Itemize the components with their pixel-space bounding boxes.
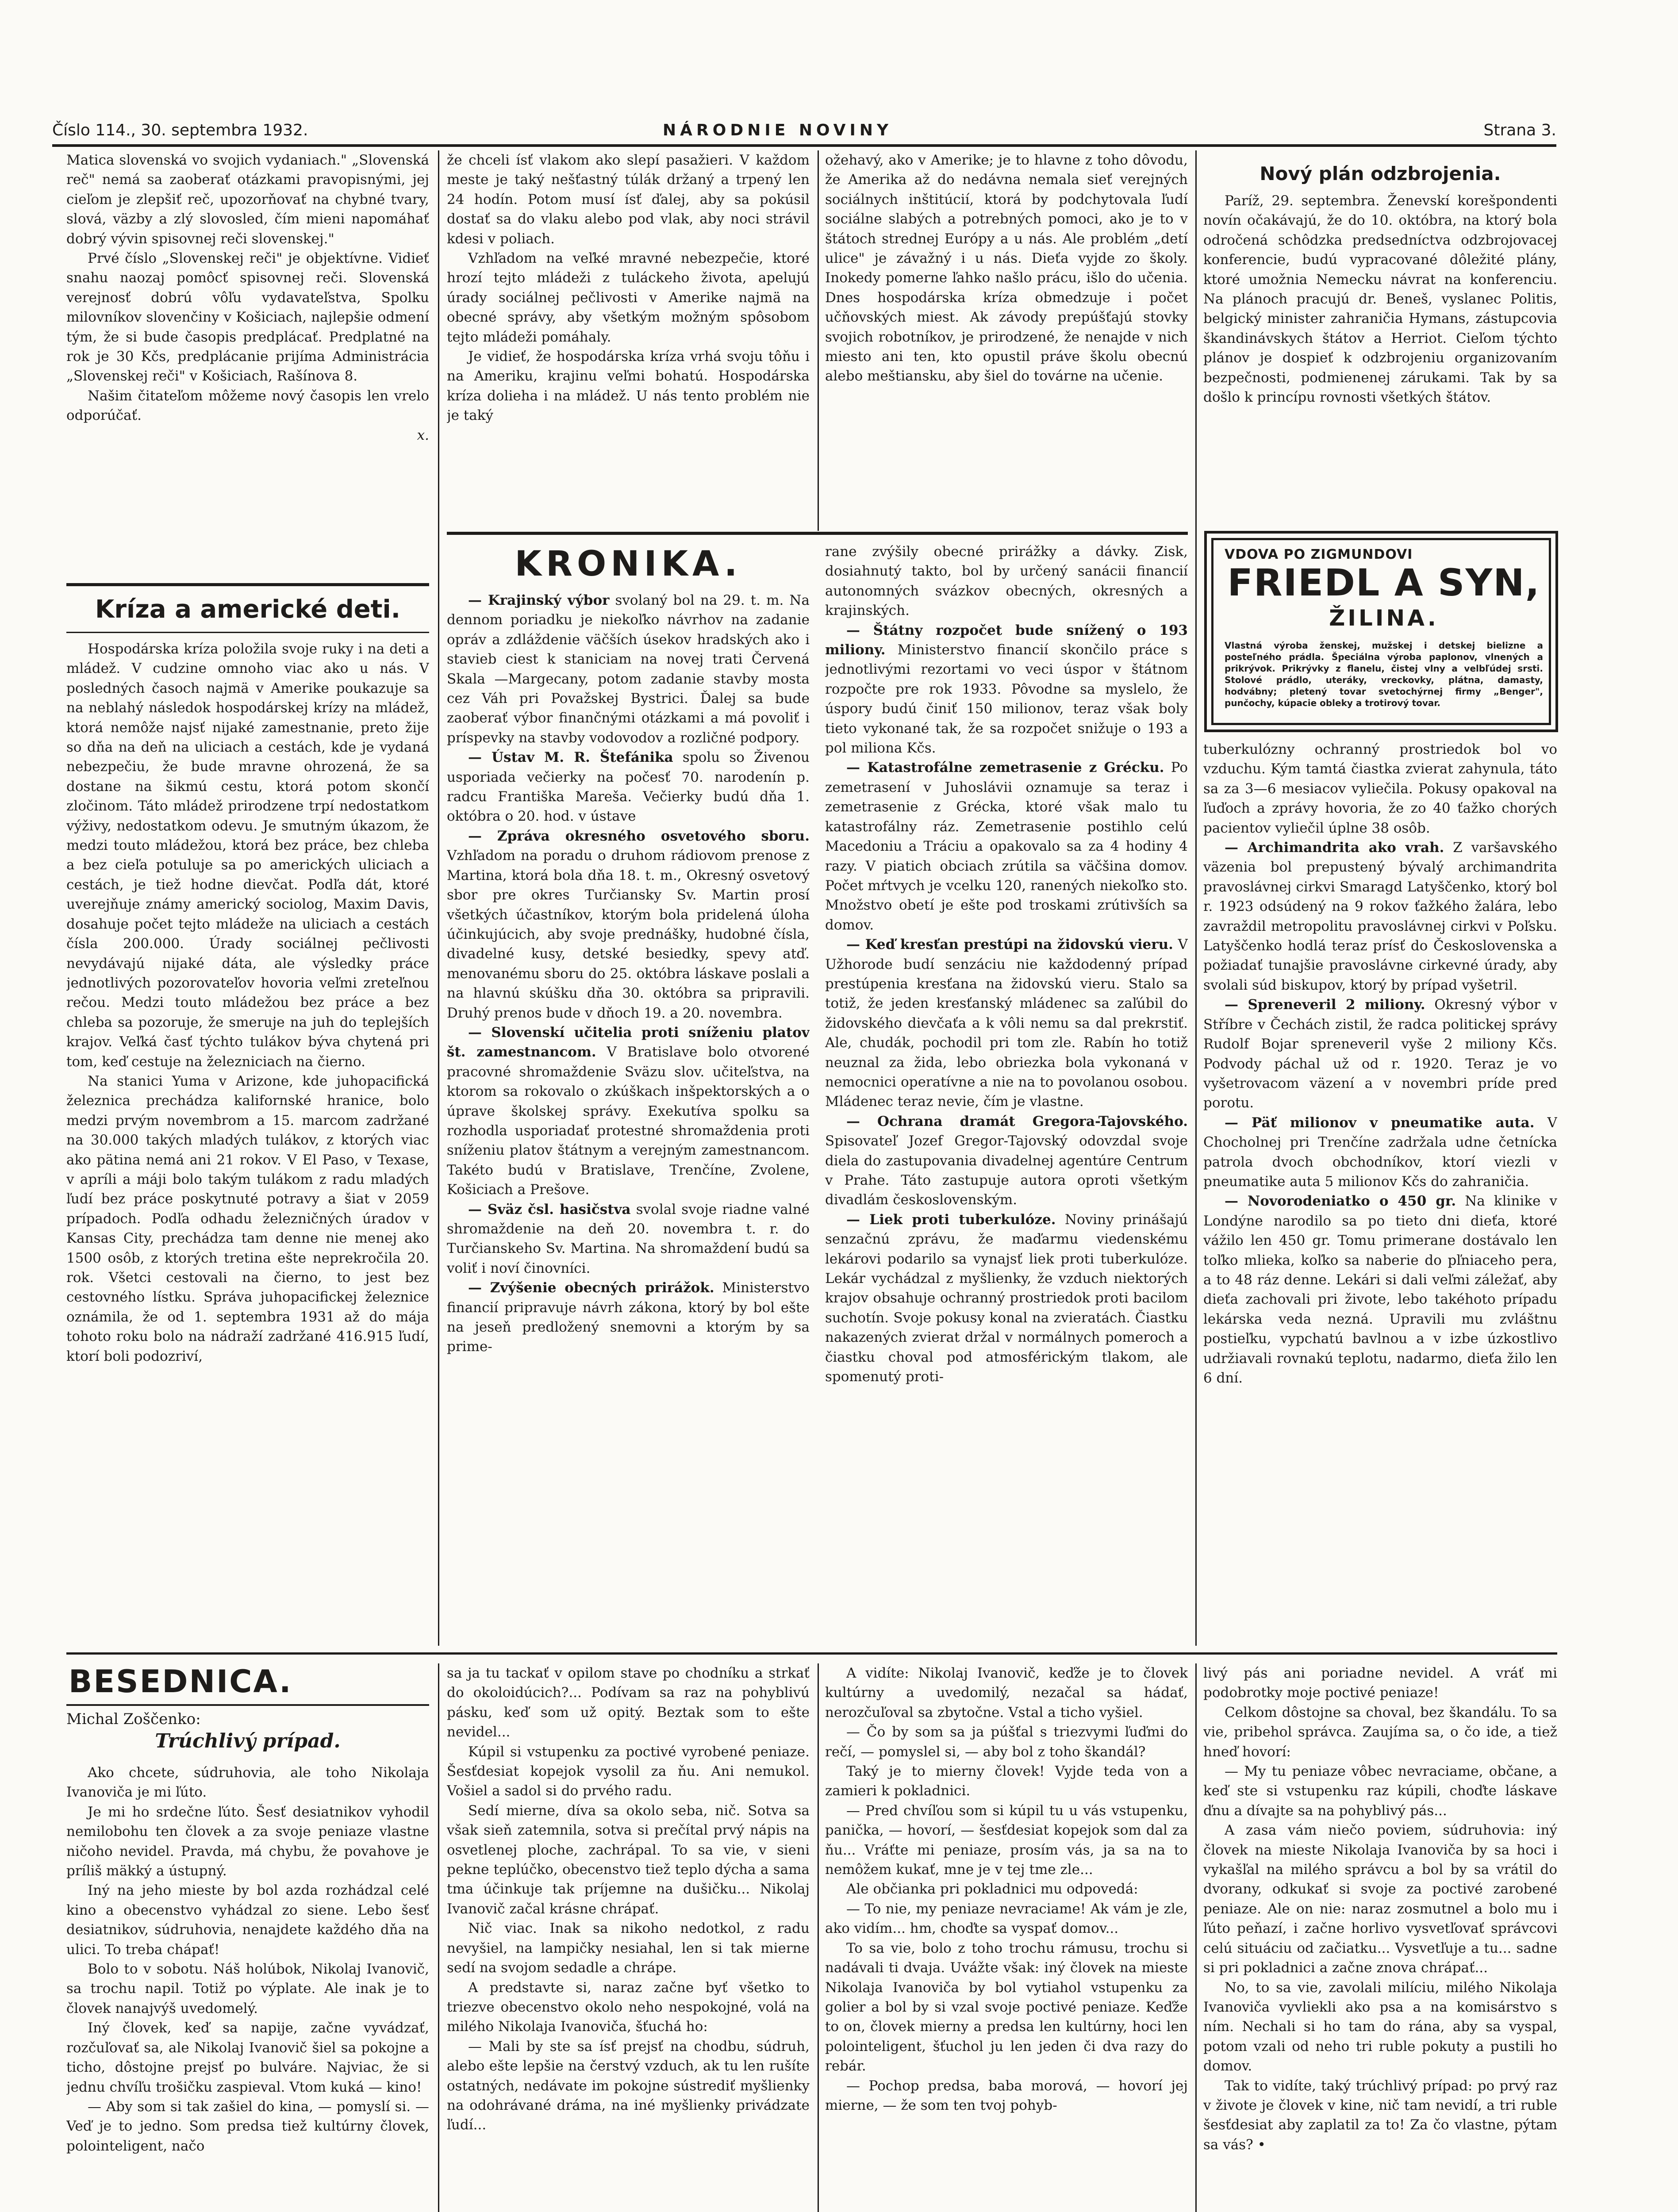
ad-city: ŽILINA.	[1329, 605, 1439, 631]
besednica-column-2	[447, 1663, 810, 2212]
column-rule	[1195, 1663, 1197, 2212]
paragraph: ožehavý, ako v Amerike; je to hlavne z toho dôvodu, že Amerika až do nedávna nemala sieť verejných sociálnych inštitúcií, ktorá by podchytovala ľudí sociálne slabých a potrebných pomoci, ako je to v štátoch strednej Európy a u nás. Ale problém „detí ulice" je závažný i u nás. Dieťa vyjde zo školy. Inokedy pomerne ľahko našlo prácu, išlo do učenia. Dnes hospodárska kríza obmedzuje i počet učňovských miest. Ak závody prepúšťajú stovky svojich robotníkov, je prirodzené, že nenajde v nich miesto ani ten, kto opustil práve školu obecnú alebo meštiansku, aby šiel do továrne na učenie.	[825, 152, 1188, 384]
news-item: — Sväz čsl. hasičstva svolal svoje riadne valné shromaždenie na deň 20. novembra t. r. do Turčianskeho Sv. Martina. Na shromaždení budú sa voliť i noví činovníci.	[447, 1201, 810, 1276]
besednica-title: BESEDNICA.	[69, 1663, 292, 1700]
kriza-article	[66, 639, 429, 1650]
paragraph: Kúpil si vstupenku za poctivé vyrobené peniaze. Šesťdesiat kopejok vysolil za ňu. Ani nemukol. Vošiel a sadol si do prvého radu.	[447, 1743, 810, 1799]
news-item: — Krajinský výbor svolaný bol na 29. t. m. Na dennom poriadku je niekoľko návrhov na zadanie opráv a zdláždenie väčších úsekov hradských ako i stavieb ciest k staniciam na novej trati Červená Skala —Margecany, potom zadanie stavby mosta cez Váh pri Považskej Bystrici. Ďalej sa bude zaoberať výbor finančnými otázkami a má povoliť i príspevky na stavby vodovodov a rozličné podpory.	[447, 592, 810, 746]
paragraph: No, to sa vie, zavolali milíciu, milého Nikolaja Ivanoviča vyvliekli ako psa a na komisárstvo s ním. Nechali si ho tam do rána, aby sa vyspal, potom vzali od neho tri ruble pokuty a pustili ho domov.	[1203, 1979, 1557, 2074]
paragraph: Bolo to v sobotu. Náš holúbok, Nikolaj Ivanovič, sa trochu napil. Totiž po výplate. Ale inak je to človek nanajvýš uvedomelý.	[66, 1961, 429, 2016]
friedl-advertisement	[1204, 531, 1558, 732]
column-rule	[818, 1663, 819, 2212]
paragraph: A predstavte si, naraz začne byť všetko to triezve obecenstvo okolo neho nespokojné, volá na milého Nikolaja Ivanoviča, šťuchá ho:	[447, 1979, 810, 2035]
paragraph: — Pred chvíľou som si kúpil tu u vás vstupenku, panička, — hovorí, — šesťdesiat kopejok som dal za ňu... Vráťte mi peniaze, prosím vás, ja sa na to nemôžem kukať, mne je v tej tme zle...	[825, 1802, 1188, 1878]
kriza-top-rule	[66, 583, 429, 586]
kronika-column-3	[1203, 740, 1557, 1647]
paragraph: Tak to vidíte, taký trúchlivý prípad: po prvý raz v živote je človek v kine, nič tam nevidí, a tri ruble šesťdesiat aby zaplatil za to! Za čo vlastne, pýtam sa vás? •	[1203, 2078, 1557, 2153]
news-item: — Päť milionov v pneumatike auta. V Chocholnej pri Trenčíne zadržala udne četnícka patrola dvoch obchodníkov, ktorí viezli v pneumatike auta 5 milionov Kčs do zahraničia.	[1203, 1114, 1557, 1190]
paragraph: — Pochop predsa, baba morová, — hovorí jej mierne, — že som ten tvoj pohyb-	[825, 2078, 1188, 2113]
header-rule	[52, 144, 1556, 147]
news-item: — Zpráva okresného osvetového sboru. Vzhľadom na poradu o druhom rádiovom prenose z Martina, ktorá bola dňa 18. t. m., Okresný osvetový sbor pre okres Turčiansky Sv. Martin prosí všetkých účastníkov, ktorým bola pridelená úloha účinkujúcich, aby svoje prednášky, hudobné čísla, divadelné kusy, detské besiedky, spevy atď. menovanému sboru do 25. októbra láskave poslali a na hlavnú skúšku dňa 30. októbra sa pripravili. Druhý prenos bude v dňoch 19. a 20. novembra.	[447, 828, 810, 1021]
besednica-column-4	[1203, 1663, 1557, 2212]
paragraph: Vzhľadom na veľké mravné nebezpečie, ktoré hrozí tejto mládeži z tuláckeho života, apelujú úrady sociálnej pečlivosti v Amerike najmä na obecné správy, aby všetkým možným spôsobom tejto mládeži pomáhaly.	[447, 250, 810, 345]
running-header	[52, 119, 1556, 145]
ad-company-name: FRIEDL A SYN,	[1227, 561, 1540, 604]
column-rule	[438, 1663, 439, 2212]
paragraph: Je mi ho srdečne ľúto. Šesť desiatnikov vyhodil nemilobohu ten človek a za svoje peniaze vlastne ničoho nevidel. Pravda, má chybu, že povahove je príliš mäkký a ústupný.	[66, 1804, 429, 1879]
column-rule	[1195, 150, 1197, 1646]
news-item: — Keď kresťan prestúpi na židovskú vieru. V Užhorode budí senzáciu nie každodenný prípad prestúpenia kresťana na židovskú vieru. Stalo sa totiž, že jeden kresťanský mládenec sa zaľúbil do židovského dievčaťa a k vôli nemu sa dal prekrstiť. Ale, chudák, pochodil pri tom zle. Rabín ho totiž neuznal za žida, lebo obriezka bola vykonaná v nemocnici operatívne a nie na to povolanou osobou. Mládenec teraz nevie, čím je vlastne.	[825, 937, 1188, 1110]
besednica-story-title: Trúchlivý prípad.	[155, 1730, 341, 1752]
paragraph: A zasa vám niečo poviem, súdruhovia: iný človek na mieste Nikolaja Ivanoviča by sa hoci i vykašľal na milého správcu a bol by sa vrátil do dvorany, odkukať si svoje za poctivé zarobené peniaze. Ale on nie: naraz zosmutnel a bolo mu i ľúto peňazí, i začne horlivo vysvetľovať správcovi celú situáciu od začiatku... Vysvetľuje a tu... sadne si pri pokladnici a začne znova chrápať...	[1203, 1822, 1557, 1976]
kronika-title: KRONIKA.	[515, 544, 742, 584]
news-item: rane zvýšily obecné prirážky a dávky. Zisk, dosiahnutý takto, bol by určený sanácii financií autonomných svázkov obecných, okresných a krajinských.	[825, 544, 1188, 619]
paragraph: Sedí mierne, díva sa okolo seba, nič. Sotva sa však sieň zatemnila, sotva si prečítal prvý nápis na osvetlenej ploche, zachrápal. To sa vie, v sieni pekne teplúčko, obecenstvo tiež teplo dýcha a sama tma účinkuje tak príjemne na dušičku... Nikolaj Ivanovič začal krásne chrápať.	[447, 1802, 810, 1917]
besednica-title-rule	[66, 1704, 429, 1706]
signature: x.	[417, 427, 429, 443]
ad-company-line: VDOVA PO ZIGMUNDOVI	[1225, 547, 1413, 562]
news-item: tuberkulózny ochranný prostriedok bol vo vzduchu. Kým tamtá čiastka zvierat zahynula, táto sa za 3—6 mesiacov vyliečila. Pokusy opakoval na ľuďoch a zprávy hovoria, že zo 40 ťažko chorých pacientov vyliečil úplne 38 osôb.	[1203, 741, 1557, 836]
paragraph: Na stanici Yuma v Arizone, kde juhopacifická železnica prechádza kalifornské hranice, bolo medzi prvým novembrom a 15. marcom zadržané na 30.000 takých mladých tulákov, z ktorých viac ako pätina nemá ani 21 rokov. V El Paso, v Texase, v apríli a máji bolo takým tulákom z radu mladých ľudí bez práce poskytnuté potravy a šiat v 2059 prípadoch. Podľa odhadu železničných úradov v Kansas City, prechádza tam denne nie menej ako 1500 osôb, z ktorých tretina ešte neprekročila 20. rok. Všetci cestovali na čierno, to jest bez cestovného lístku. Správa juhopacifickej železnice oznámila, že od 1. septembra 1931 až do mája tohoto roku bolo na nádraží zadržané 416.915 ľudí, ktorí boli podozriví,	[66, 1073, 429, 1364]
paragraph: že chceli ísť vlakom ako slepí pasažieri. V každom meste je taký nešťastný túlák držaný a trpený len 24 hodín. Potom musí ísť ďalej, aby sa pokúsil dostať sa do vlaku alebo pod vlak, aby noci strávil kdesi v poliach.	[447, 152, 810, 247]
paragraph: Taký je to mierny človek! Vyjde teda von a zamieri k pokladnici.	[825, 1763, 1188, 1799]
news-item: — Štátny rozpočet bude snížený o 193 miliony. Ministerstvo financií skončilo práce s jednotlivými rezortami vo veci úspor v štátnom rozpočte pre rok 1933. Pôvodne sa myslelo, že úspory budú činiť 150 milionov, teraz však boly tieto vykonané tak, že sa rozpočet snižuje o 193 a pol miliona Kčs.	[825, 622, 1188, 757]
besednica-column-1	[66, 1763, 429, 2212]
paragraph: Ako chcete, súdruhovia, ale toho Nikolaja Ivanoviča je mi ľúto.	[66, 1765, 429, 1801]
besednica-author: Michal Zoščenko:	[66, 1710, 201, 1728]
paragraph: — Mali by ste sa ísť prejsť na chodbu, súdruh, alebo ešte lepšie na čerstvý vzduch, ak tu len rušíte ostatných, nedávate im pokojne sústrediť myšlienky na odohrávané dráma, na iné myšlienky privádzate ľudí...	[447, 2038, 810, 2133]
news-item: — Archimandrita ako vrah. Z varšavského väzenia bol prepustený bývalý archimandrita pravoslávnej cirkvi Smaragd Latyščenko, ktorý bol r. 1923 odsúdený na 9 rokov ťažkého žalára, lebo zavraždil metropolitu pravoslávnej cirkvi v Poľsku. Latyščenko hodlá teraz prísť do Československa a požiadať tunajšie pravoslávne cirkevné úrady, aby svolali súd biskupov, ktorý by prípad vyšetril.	[1203, 840, 1557, 993]
paragraph: Nič viac. Inak sa nikoho nedotkol, z radu nevyšiel, na lampičky nesiahal, len si tak mierne sedí na svojom sedadle a chrápe.	[447, 1920, 810, 1976]
paragraph: Je vidieť, že hospodárska kríza vrhá svoju tôňu i na Ameriku, krajinu veľmi bohatú. Hospodárska kríza dolieha i na mládež. U nás tento problém nie je taký	[447, 349, 810, 424]
ad-text: Vlastná výroba ženskej, mužskej i detskej bielizne a posteľného prádla. Špeciálna výroba paplonov, vlnených a prikrývok. Prikrývky z flanelu, čistej vlny a velbľúdej srsti. Stolové prádlo, uteráky, vreckovky, plátna, damasty, hodvábny; pletený tovar svetochýrnej firmy „Benger", punčochy, kúpacie obleky a trotirový tovar.	[1225, 640, 1543, 708]
news-item: — Ústav M. R. Štefánika spolu so Živenou usporiada večierky na počesť 70. narodenín p. radcu Františka Mareša. Večierky budú dňa 1. októbra o 20. hod. v ústave	[447, 749, 810, 825]
paragraph: Hospodárska kríza položila svoje ruky i na deti a mládež. V cudzine omnoho viac ako u nás. V posledných časoch najmä v Amerike poukazuje sa na neblahý následok hospodárskej krízy na mládež, ktorá nemôže najsť nijaké zamestnanie, preto žije so dňa na deň na uliciach a cestách, kde je vydaná nebezpečiu, že bude mravne ohrozená, že sa dostane na šikmú cestu, ktorá potom skončí zločinom. Táto mládež prirodzene trpí nedostatkom výživy, nedostatkom odevu. Je smutným úkazom, že medzi touto mládežou, ktorá bez práce, bez chleba a bez cieľa potuluje sa po amerických uliciach a cestách, je tiež hodne dievčat. Podľa dát, ktoré uverejňuje známy americký sociolog, Maxim Davis, dosahuje počet tejto mládeže na uliciach a cestách čísla 200.000. Úrady sociálnej pečlivosti nevydávajú nijaké dáta, ale výsledky práce jednotlivých pozorovateľov hovoria veľmi zreteľnou rečou. Medzi touto mládežou bez práce a bez chleba sa pozoruje, že smeruje na juh do teplejších krajov. Veľká časť týchto tulákov býva chytená pri tom, keď cestuje na železniciach na čierno.	[66, 641, 429, 1070]
page-number: Strana 3.	[1483, 121, 1556, 139]
paragraph: Ale občianka pri pokladnici mu odpovedá:	[846, 1881, 1138, 1897]
news-item: — Slovenskí učitelia proti sníženiu platov št. zamestnancom. V Bratislave bolo otvorené pracovné shromaždenie Sväzu slov. učiteľstva, na ktorom sa rokovalo o zkúškach inšpektorských a o úprave školskej správy. Exekutíva spolku sa rozhodla usporiadať protestné shromaždenia proti sníženiu platov štátnym a verejným zamestnancom. Takéto budú v Bratislave, Trenčíne, Zvolene, Košiciach a Prešove.	[447, 1024, 810, 1198]
top-column-3	[825, 150, 1188, 526]
besednica-top-rule	[66, 1652, 1557, 1655]
matica-article	[66, 150, 429, 564]
paragraph: Prvé číslo „Slovenskej reči" je objektívne. Vidieť snahu naozaj pomôcť spisovnej reči. Slovenská verejnosť dobrú vôľu vydavateľstva, Spolku milovníkov slovenčiny v Košiciach, najlepšie odmení tým, že si bude časopis predplácať. Predplatné na rok je 30 Kčs, predplácanie prijíma Administrácia „Slovenskej reči" v Košiciach, Rašínova 8.	[66, 250, 429, 384]
news-item: — Novorodeniatko o 450 gr. Na klinike v Londýne narodilo sa po tieto dni dieťa, ktoré vážilo len 450 gr. Tomu primerane dostávalo len toľko mlieka, koľko sa naberie do pľniaceho pera, a to 48 ráz denne. Lekári si dali veľmi záležať, aby dieťa zachovali pri živote, lebo takéhoto prípadu lekárska veda nezná. Upravili mu zvláštnu postieľku, vypchatú bavlnou a v izbe úzkostlivo udržiavali rovnakú teplotu, nadarmo, dieťa žilo len 6 dní.	[1203, 1193, 1557, 1386]
news-item: — Ochrana dramát Gregora-Tajovského. Spisovateľ Jozef Gregor-Tajovský odovzdal svoje diela do zastupovania divadelnej agentúre Centrum v Prahe. Táto zastupuje autora oproti všetkým divadlám československým.	[825, 1113, 1188, 1208]
paragraph: Iný človek, keď sa napije, začne vyvádzať, rozčuľovať sa, ale Nikolaj Ivanovič šiel sa pokojne a ticho, dôstojne prejsť po bulváre. Najviac, že si jednu chvíľu trošičku zaspieval. Vtom kuká — kino!	[66, 2020, 429, 2095]
paragraph: Iný na jeho mieste by bol azda rozhádzal celé kino a obecenstvo vyhádzal zo siene. Lebo šesť desiatnikov, súdruhovia, nenajdete každého dňa na ulici. To treba chápať!	[66, 1882, 429, 1958]
paragraph: Celkom dôstojne sa choval, bez škandálu. To sa vie, pribehol správca. Zaujíma sa, o čo ide, a tiež hneď hovorí:	[1203, 1704, 1557, 1760]
column-rule	[818, 150, 819, 531]
paragraph: livý pás ani poriadne nevidel. A vráť mi podobrotky moje poctivé peniaze!	[1203, 1665, 1557, 1701]
disarmament-title: Nový plán odzbrojenia.	[1259, 163, 1501, 184]
news-item: — Zvýšenie obecných prirážok. Ministerstvo financií pripravuje návrh zákona, ktorý by bol ešte na jeseň predložený snemovni a ktorým by sa prime-	[447, 1280, 810, 1355]
kronika-top-rule	[447, 532, 1188, 535]
besednica-column-3	[825, 1663, 1188, 2212]
paragraph: — To nie, my peniaze nevraciame! Ak vám je zle, ako vidím... hm, choďte sa vyspať domov...	[825, 1901, 1188, 1937]
kronika-column-2	[825, 542, 1188, 1646]
paragraph: A vidíte: Nikolaj Ivanovič, keďže je to človek kultúrny a uvedomilý, nezačal sa hádať, nerozčuľoval sa zbytočne. Vstal a ticho vyšiel.	[825, 1665, 1188, 1720]
paragraph: To sa vie, bolo z toho trochu rámusu, trochu si nadávali ti dvaja. Uvážte však: iný človek na mieste Nikolaja Ivanoviča by bol vytiahol vstupenku za golier a bol by si vzal svoje poctivé peniaze. Keďže to on, človek mierny a predsa len kultúrny, hoci len polointeligent, šťuchol ju len jeden či dva razy do rebár.	[825, 1940, 1188, 2074]
disarmament-article	[1203, 191, 1557, 525]
news-item: — Liek proti tuberkulóze. Noviny prinášajú senzačnú zprávu, že maďarmu viedenskému lekárovi podarilo sa vynajsť liek proti tuberkulóze. Lekár vychádzal z myšlienky, že vzduch niektorých krajov obsahuje ochranný prostriedok proti bacilom suchotín. Svoje pokusy konal na zvieratách. Čiastku nakazených zvierat držal v normálnych pomeroch a čiastku choval pod atmosférickým tlakom, ale spomenutý proti-	[825, 1211, 1188, 1385]
kriza-title-rule	[66, 632, 429, 633]
news-item: — Spreneveril 2 miliony. Okresný výbor v Stříbre v Čechách zistil, že radca politickej správy Rudolf Bojar spreneveril vyše 2 miliony Kčs. Podvody páchal už od r. 1920. Teraz je vo vyšetrovacom väzení a v novembri príde pred porotu.	[1203, 997, 1557, 1111]
news-item: — Katastrofálne zemetrasenie z Grécku. Po zemetrasení v Juhoslávii oznamuje sa teraz i zemetrasenie z Grécka, ktoré však malo tu katastrofálny ráz. Zemetrasenie postihlo celú Macedoniu a Tráciu a opakovalo sa za 4 hodiny 4 razy. V piatich obciach zrútila sa väčšina domov. Počet mŕtvych je vcelku 120, ranených niekoľko sto. Množstvo obetí je ešte pod troskami zrútivších sa domov.	[825, 760, 1188, 933]
column-rule	[438, 150, 439, 1646]
kronika-column-1	[447, 591, 810, 1646]
paragraph: — My tu peniaze vôbec nevraciame, občane, a keď ste si vstupenku raz kúpili, choďte láskave ďnu a dívajte sa na pohyblivý pás...	[1203, 1763, 1557, 1819]
newspaper-name: NÁRODNIE NOVINY	[663, 121, 893, 139]
paragraph: — Aby som si tak zašiel do kina, — pomyslí si. — Veď je to jedno. Som predsa tiež kultúrny človek, polointeligent, načo	[66, 2098, 429, 2154]
kriza-title: Kríza a americké deti.	[95, 595, 401, 624]
paragraph: sa ja tu tackať v opilom stave po chodníku a strkať do okoloidúcich?... Podívam sa raz na pohyblivú pásku, keď som už opitý. Beztak som to ešte nevidel...	[447, 1665, 810, 1740]
paragraph: Matica slovenská vo svojich vydaniach." „Slovenská reč" nemá sa zaoberať otázkami pravopisnými, jej cieľom je zlepšiť reč, upozorňovať na chybné tvary, slová, väzby a zlý slovosled, čím mieni napomáhať dobrý vývin spisovnej reči slovenskej."	[66, 152, 429, 247]
issue-date: Číslo 114., 30. septembra 1932.	[52, 121, 308, 139]
paragraph: Našim čitateľom môžeme nový časopis len vrelo odporúčať.	[66, 388, 429, 424]
top-column-2	[447, 150, 810, 526]
paragraph: Paríž, 29. septembra. Ženevskí korešpondenti novín očakávajú, že do 10. októbra, na ktorý bola odročená schôdzka predsedníctva odzbrojovacej konferencie, budú vypracované dôležité plány, ktoré umožnia Nemecku návrat na konferenciu. Na plánoch pracujú dr. Beneš, vyslanec Politis, belgický minister zahraničia Hymans, zástupcovia škandinávskych štátov a Herriot. Cieľom týchto plánov je dospieť k odzbrojeniu organizovaním bezpečnosti, podmienenej zárukami. Tak by sa došlo k princípu rovnosti všetkých štátov.	[1203, 193, 1557, 406]
paragraph: — Čo by som sa ja púšťal s triezvymi ľuďmi do rečí, — pomyslel si, — aby bol z toho škandál?	[825, 1724, 1188, 1760]
